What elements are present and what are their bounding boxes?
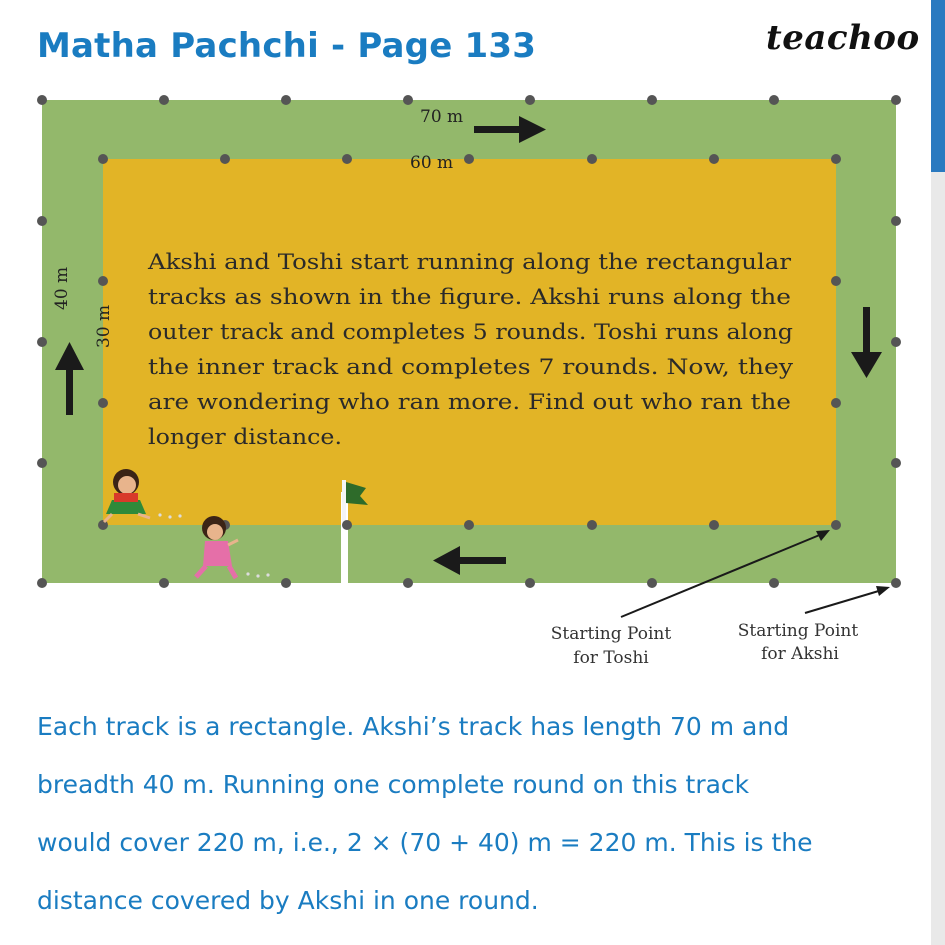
problem-line: tracks as shown in the figure. Akshi runs along the [148, 285, 791, 309]
problem-line: outer track and completes 5 rounds. Toshi runs along [148, 320, 793, 344]
page-title: Matha Pachchi - Page 133 [37, 26, 537, 66]
problem-line: Akshi and Toshi start running along the rectangular [146, 250, 793, 274]
outer-breadth-label: 40 m [52, 266, 72, 310]
akshi-start-label: Starting Point [737, 621, 859, 641]
explanation-paragraph [37, 698, 917, 930]
problem-line: longer distance. [148, 425, 342, 449]
explanation-line: breadth 40 m. Running one complete round on this track [37, 770, 750, 799]
outer-length-label: 70 m [420, 107, 464, 127]
explanation-line: Each track is a rectangle. Akshi’s track has length 70 m and [37, 712, 790, 741]
problem-line: the inner track and completes 7 rounds. Now, they [148, 355, 794, 379]
toshi-start-label: for Toshi [573, 648, 649, 668]
akshi-start-pointer [805, 586, 890, 613]
toshi-start-label: Starting Point [550, 624, 672, 644]
akshi-start-label: for Akshi [761, 644, 839, 664]
explanation-line: would cover 220 m, i.e., 2 × (70 + 40) m = 220 m. This is the [37, 828, 813, 857]
teachoo-logo[interactable]: teachoo [766, 18, 920, 58]
explanation-line: distance covered by Akshi in one round. [37, 886, 539, 915]
inner-breadth-label: 30 m [94, 304, 114, 348]
inner-length-label: 60 m [410, 153, 454, 173]
problem-line: are wondering who ran more. Find out who ran the [148, 390, 791, 414]
